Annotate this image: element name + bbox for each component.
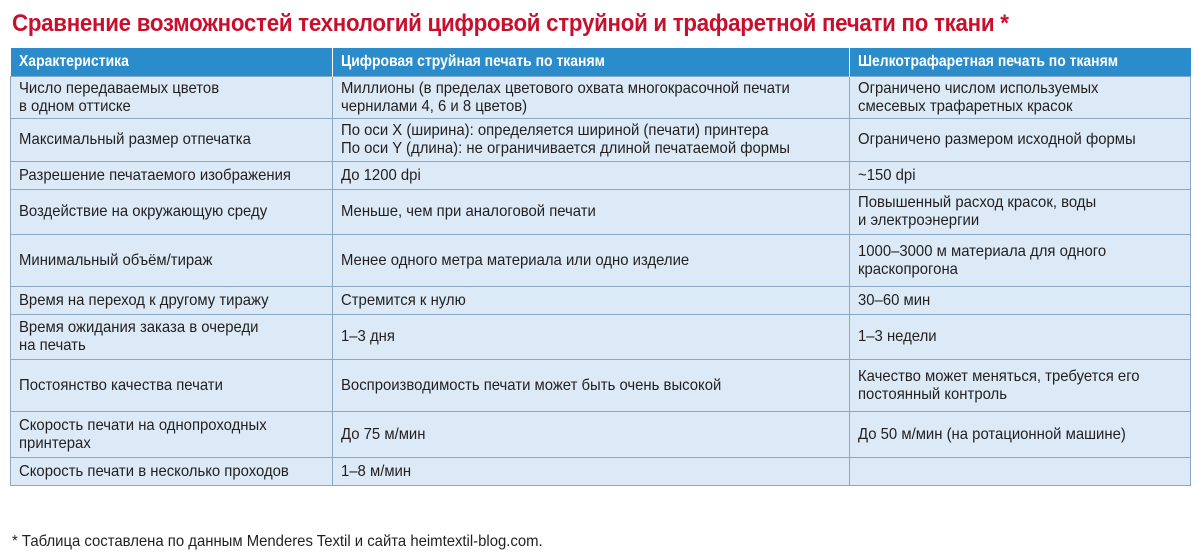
table-row xyxy=(11,77,1191,119)
screen-cell: До 50 м/мин (на ротационной машине) xyxy=(850,412,1191,458)
table-row xyxy=(11,190,1191,235)
table-title: Сравнение возможностей технологий цифровой струйной и трафаретной печати по ткани * xyxy=(12,10,1009,37)
characteristic-cell: Число передаваемых цветов в одном оттиске xyxy=(11,77,333,119)
digital-cell: Меньше, чем при аналоговой печати xyxy=(333,190,850,235)
digital-cell: Менее одного метра материала или одно изделие xyxy=(333,235,850,287)
characteristic-cell: Время на переход к другому тиражу xyxy=(11,287,333,315)
header-characteristic: Характеристика xyxy=(11,48,333,77)
characteristic-cell: Скорость печати на однопроходных принтерах xyxy=(11,412,333,458)
table-row xyxy=(11,412,1191,458)
characteristic-cell: Постоянство качества печати xyxy=(11,360,333,412)
digital-cell: До 1200 dpi xyxy=(333,162,850,190)
digital-cell: Воспроизводимость печати может быть очень высокой xyxy=(333,360,850,412)
screen-cell: Ограничено числом используемых смесевых трафаретных красок xyxy=(850,77,1191,119)
table-row xyxy=(11,287,1191,315)
screen-cell: Ограничено размером исходной формы xyxy=(850,119,1191,162)
screen-cell: 1–3 недели xyxy=(850,315,1191,360)
screen-cell: ~150 dpi xyxy=(850,162,1191,190)
footnote: * Таблица составлена по данным Menderes Textil и сайта heimtextil-blog.com. xyxy=(12,533,543,550)
table-row xyxy=(11,235,1191,287)
screen-cell: 1000–3000 м материала для одного краскопрогона xyxy=(850,235,1191,287)
table-row xyxy=(11,458,1191,486)
characteristic-cell: Скорость печати в несколько проходов xyxy=(11,458,333,486)
table-row xyxy=(11,119,1191,162)
screen-cell: Повышенный расход красок, воды и электроэнергии xyxy=(850,190,1191,235)
table-body xyxy=(11,77,1191,486)
digital-cell: 1–8 м/мин xyxy=(333,458,850,486)
screen-cell: 30–60 мин xyxy=(850,287,1191,315)
header-screen-printing: Шелкотрафаретная печать по тканям xyxy=(850,48,1191,77)
characteristic-cell: Время ожидания заказа в очереди на печать xyxy=(11,315,333,360)
characteristic-cell: Минимальный объём/тираж xyxy=(11,235,333,287)
screen-cell: Качество может меняться, требуется его постоянный контроль xyxy=(850,360,1191,412)
digital-cell: До 75 м/мин xyxy=(333,412,850,458)
digital-cell: Стремится к нулю xyxy=(333,287,850,315)
table-row xyxy=(11,360,1191,412)
characteristic-cell: Разрешение печатаемого изображения xyxy=(11,162,333,190)
characteristic-cell: Максимальный размер отпечатка xyxy=(11,119,333,162)
header-row xyxy=(11,48,1191,77)
table-row xyxy=(11,162,1191,190)
digital-cell: 1–3 дня xyxy=(333,315,850,360)
digital-cell: Миллионы (в пределах цветового охвата многокрасочной печати чернилами 4, 6 и 8 цветов) xyxy=(333,77,850,119)
header-digital-inkjet: Цифровая струйная печать по тканям xyxy=(333,48,850,77)
characteristic-cell: Воздействие на окружающую среду xyxy=(11,190,333,235)
comparison-table xyxy=(10,48,1191,486)
table-row xyxy=(11,315,1191,360)
screen-cell xyxy=(850,458,1191,486)
digital-cell: По оси X (ширина): определяется шириной (печати) принтера По оси Y (длина): не ограничивается длиной печатаемой формы xyxy=(333,119,850,162)
